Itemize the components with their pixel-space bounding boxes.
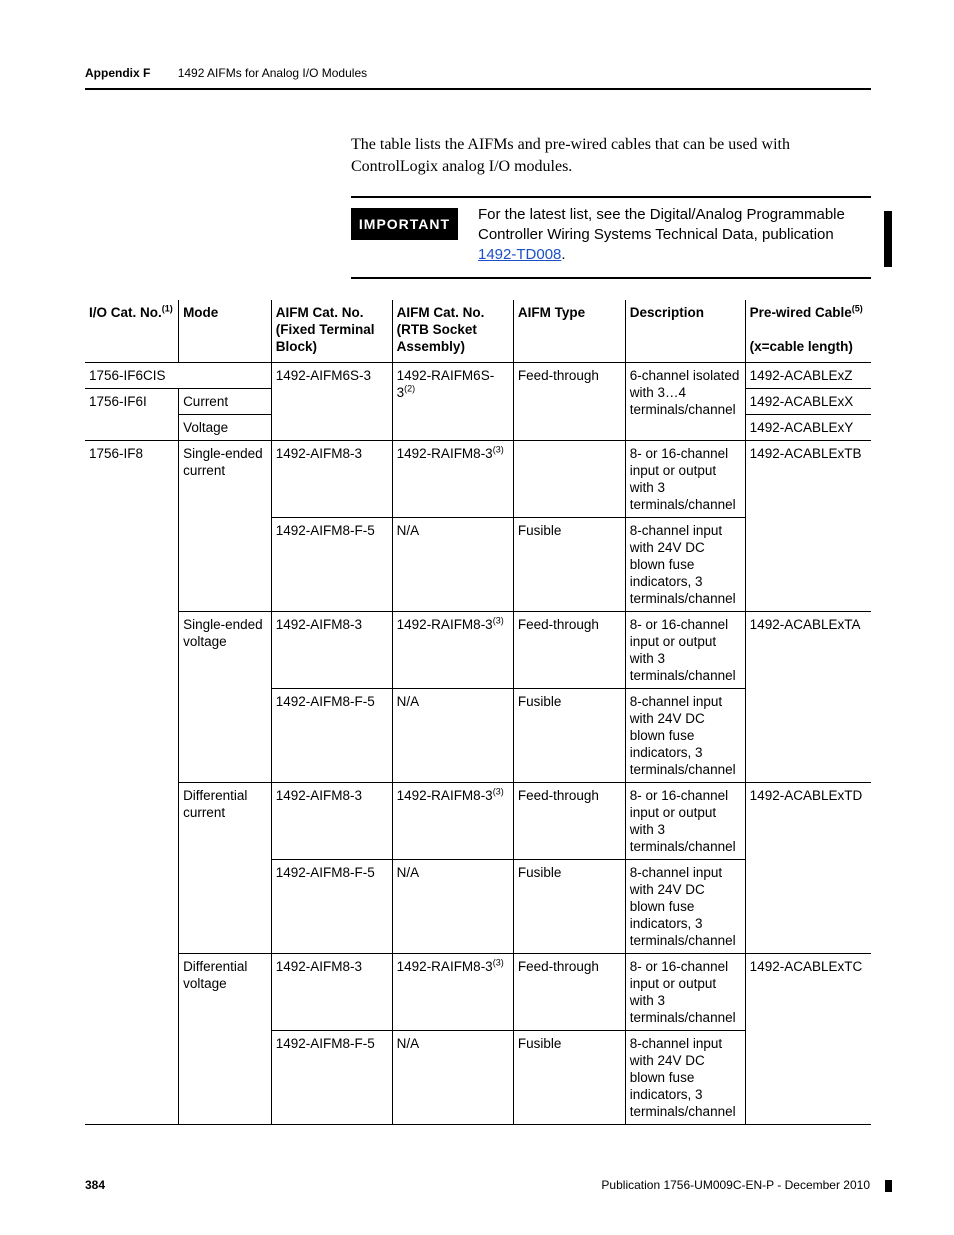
cell: Fusible <box>513 1031 625 1125</box>
cell: 1492-RAIFM8-3$^{(3)}$ <box>392 954 513 1031</box>
cell: Fusible <box>513 689 625 783</box>
cell: Fusible <box>513 518 625 612</box>
col-type: AIFM Type <box>513 300 625 363</box>
cell: 1492-RAIFM8-3$^{(3)}$ <box>392 441 513 518</box>
cell: Single-ended voltage <box>179 612 272 783</box>
section-title: 1492 AIFMs for Analog I/O Modules <box>177 66 368 80</box>
cell: N/A <box>392 860 513 954</box>
important-body: For the latest list, see the Digital/Analog Programmable Controller Wiring Systems Technical Data, publication <box>478 206 845 243</box>
cell: 8-channel input with 24V DC blown fuse indicators, 3 terminals/channel <box>625 689 745 783</box>
important-top-rule <box>351 196 871 198</box>
cell: 8- or 16-channel input or output with 3 terminals/channel <box>625 783 745 860</box>
col-rtb: AIFM Cat. No. (RTB Socket Assembly) <box>392 300 513 363</box>
col-fixed: AIFM Cat. No. (Fixed Terminal Block) <box>271 300 392 363</box>
cell: Feed-through <box>513 363 625 441</box>
important-label: IMPORTANT <box>351 208 458 240</box>
cell: Differential current <box>179 783 272 954</box>
table-row <box>85 612 871 689</box>
cell: 1492-AIFM8-3 <box>271 612 392 689</box>
cell: Voltage <box>179 415 272 441</box>
cell: Single-ended current <box>179 441 272 612</box>
cell: N/A <box>392 1031 513 1125</box>
cell: 1492-ACABLExZ <box>745 363 871 389</box>
cell: Feed-through <box>513 954 625 1031</box>
cell: Fusible <box>513 860 625 954</box>
col-cable: Pre-wired Cable$^{(5)}$ (x=cable length) <box>745 300 871 363</box>
cell: 1756-IF6CIS <box>85 363 271 389</box>
table-row <box>85 954 871 1031</box>
cell: 8-channel input with 24V DC blown fuse indicators, 3 terminals/channel <box>625 860 745 954</box>
running-header <box>85 66 367 80</box>
cell: 1492-RAIFM6S-3$^{(2)}$ <box>392 363 513 441</box>
cell: 1492-AIFM8-F-5 <box>271 860 392 954</box>
important-text: For the latest list, see the Digital/Analog Programmable Controller Wiring Systems Technical Data, publication 1492-TD008. <box>478 206 845 263</box>
table-header-row <box>85 300 871 363</box>
cell: 8-channel input with 24V DC blown fuse indicators, 3 terminals/channel <box>625 518 745 612</box>
publication-footer: Publication 1756-UM009C-EN-P - December 2010 <box>601 1178 870 1192</box>
col-mode: Mode <box>179 300 272 363</box>
cell: N/A <box>392 689 513 783</box>
cell: 1492-ACABLExTB <box>745 441 871 612</box>
cell: 1492-ACABLExX <box>745 389 871 415</box>
cell: 8- or 16-channel input or output with 3 terminals/channel <box>625 441 745 518</box>
table-row <box>85 363 871 389</box>
publication-link[interactable]: 1492-TD008 <box>478 246 562 263</box>
cell: 1492-AIFM8-F-5 <box>271 518 392 612</box>
cell: N/A <box>392 518 513 612</box>
col-desc: Description <box>625 300 745 363</box>
cell: Feed-through <box>513 783 625 860</box>
intro-paragraph: The table lists the AIFMs and pre-wired cables that can be used with ControlLogix analog I/O modules. <box>351 136 790 175</box>
cell: 1492-ACABLExTC <box>745 954 871 1125</box>
page-number: 384 <box>85 1178 106 1192</box>
col-io: I/O Cat. No.$^{(1)}$ <box>85 300 179 363</box>
section-label: Appendix F <box>85 66 151 80</box>
header-rule <box>85 88 871 90</box>
cell: 1492-ACABLExTA <box>745 612 871 783</box>
cell: 1492-RAIFM8-3$^{(3)}$ <box>392 783 513 860</box>
cell: 1492-AIFM8-F-5 <box>271 1031 392 1125</box>
cell: 1492-AIFM8-F-5 <box>271 689 392 783</box>
cell: Current <box>179 389 272 415</box>
aifm-table <box>85 300 871 1125</box>
cell: 1492-ACABLExY <box>745 415 871 441</box>
footer-mark <box>885 1180 892 1192</box>
cell: 1492-AIFM6S-3 <box>271 363 392 441</box>
cell: 1756-IF8 <box>85 441 179 1125</box>
important-bottom-rule <box>351 277 871 279</box>
cell: 1492-RAIFM8-3$^{(3)}$ <box>392 612 513 689</box>
cell: 8- or 16-channel input or output with 3 terminals/channel <box>625 612 745 689</box>
cell: 1492-AIFM8-3 <box>271 954 392 1031</box>
cell: 8- or 16-channel input or output with 3 terminals/channel <box>625 954 745 1031</box>
cell: 8-channel input with 24V DC blown fuse indicators, 3 terminals/channel <box>625 1031 745 1125</box>
cell: 1492-AIFM8-3 <box>271 783 392 860</box>
table-row <box>85 441 871 518</box>
cell: Differential voltage <box>179 954 272 1125</box>
change-bar <box>884 211 892 267</box>
table-row <box>85 783 871 860</box>
cell: 1492-AIFM8-3 <box>271 441 392 518</box>
cell <box>513 441 625 518</box>
cell: 1492-ACABLExTD <box>745 783 871 954</box>
cell: 6-channel isolated with 3…4 terminals/channel <box>625 363 745 441</box>
cell: Feed-through <box>513 612 625 689</box>
cell: 1756-IF6I <box>85 389 179 441</box>
